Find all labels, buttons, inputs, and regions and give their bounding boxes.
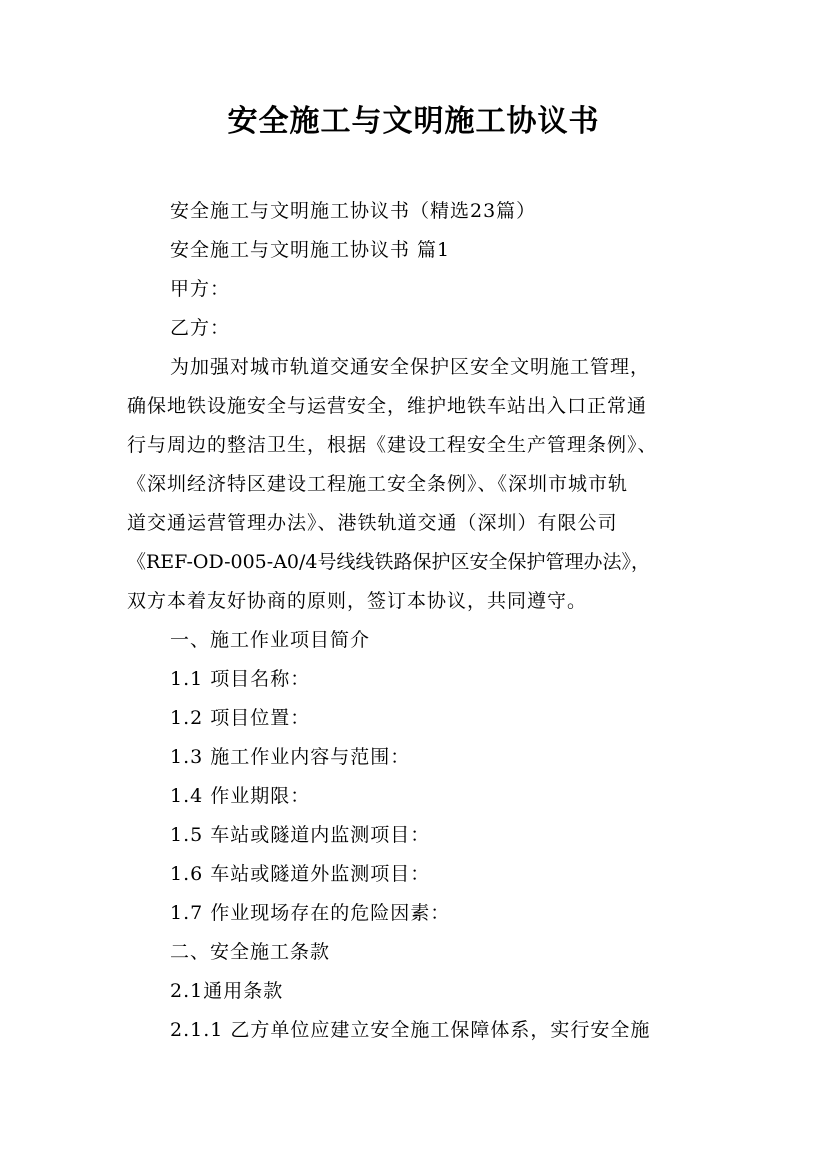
paragraph-line: 《深圳经济特区建设工程施工安全条例》、《深圳市城市轨 [127, 473, 629, 495]
party-b-line: 乙方： [170, 317, 231, 339]
list-item-line: 1.1 项目名称： [170, 668, 311, 690]
clause-line: 2.1.1 乙方单位应建立安全施工保障体系，实行安全施 [170, 1019, 651, 1041]
paragraph-line: 《REF-OD-005-A0/4号线线铁路保护区安全保护管理办法》， [127, 551, 650, 573]
paragraph-line: 双方本着友好协商的原则，签订本协议，共同遵守。 [127, 590, 588, 612]
paragraph-line: 行与周边的整洁卫生，根据《建设工程安全生产管理条例》、 [127, 434, 658, 456]
list-item-line: 1.2 项目位置： [170, 707, 311, 729]
list-item-line: 1.5 车站或隧道内监测项目： [170, 824, 431, 846]
subsection-heading-line: 2.1通用条款 [170, 980, 284, 1002]
section-heading-line: 二、安全施工条款 [170, 941, 331, 963]
document-title: 安全施工与文明施工协议书 [227, 104, 600, 139]
section-heading-line: 一、施工作业项目简介 [170, 629, 371, 651]
list-item-line: 1.6 车站或隧道外监测项目： [170, 863, 431, 885]
section-heading-line: 安全施工与文明施工协议书 篇1 [170, 239, 451, 261]
paragraph-line: 道交通运营管理办法》、港铁轨道交通（深圳）有限公司 [127, 512, 618, 534]
list-item-line: 1.3 施工作业内容与范围： [170, 746, 411, 768]
party-a-line: 甲方： [170, 278, 231, 300]
paragraph-line: 为加强对城市轨道交通安全保护区安全文明施工管理， [170, 356, 651, 378]
subtitle-line: 安全施工与文明施工协议书（精选23篇） [170, 200, 537, 222]
list-item-line: 1.7 作业现场存在的危险因素： [170, 902, 451, 924]
paragraph-line: 确保地铁设施安全与运营安全，维护地铁车站出入口正常通 [127, 395, 648, 417]
list-item-line: 1.4 作业期限： [170, 785, 311, 807]
